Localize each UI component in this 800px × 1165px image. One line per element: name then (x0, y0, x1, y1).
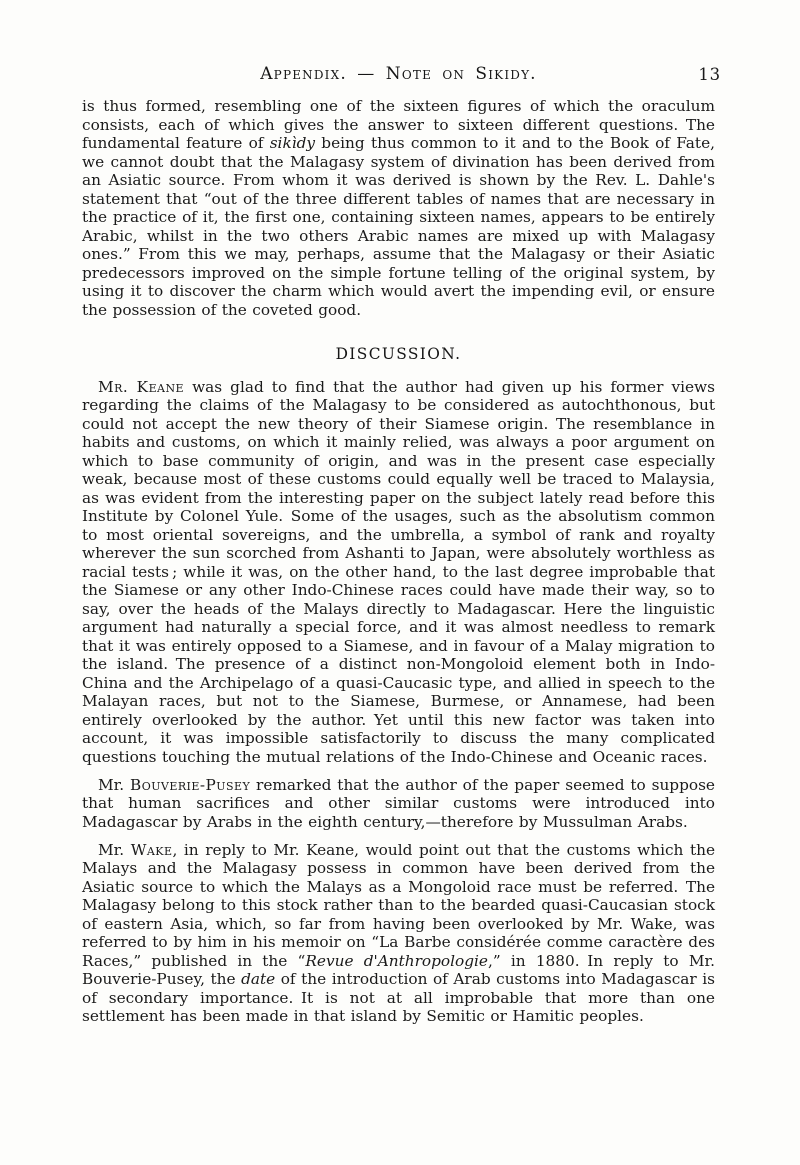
text-segment: ,” in 1880. In reply to Mr. Bouverie-Pusey, the (82, 951, 715, 988)
text-segment: of the introduction of Arab customs into Madagascar is of secondary importance. It is not at all improbable that more than one settlement has been made in that island by Semitic or Hamitic peoples. (82, 970, 716, 1025)
text-segment: Mr. (98, 775, 131, 794)
page-number: 13 (698, 65, 721, 84)
page-header-title: Appendix. — Note on Sikidy. (260, 64, 537, 84)
text-segment-smallcaps: Mr. Keane (98, 377, 185, 396)
text-segment-smallcaps: Wake (130, 840, 173, 859)
text-segment: remarked that the author of the paper seemed to suppose that human sacrifices and other similar customs were introduced into Madagascar by Arabs in the eighth century,—therefore by Mussulman Arabs. (82, 775, 715, 831)
running-header (82, 64, 721, 88)
paragraph (82, 97, 715, 319)
paragraph (82, 841, 715, 1026)
text-segment: Mr. (98, 840, 131, 859)
text-segment-italic: Revue d'Anthropologie (305, 951, 488, 970)
text-segment-italic: sikìdy (269, 134, 316, 152)
text-segment: is thus formed, resembling one of the sixteen figures of which the oraculum consists, each of which gives the answer to sixteen different questions. The fundamental feature of (82, 97, 715, 152)
paragraph (82, 378, 715, 767)
text-segment-smallcaps: Bouverie-Pusey (130, 775, 251, 794)
section-heading: DISCUSSION. (335, 345, 462, 363)
text-segment-italic: date (241, 970, 276, 988)
text-segment: was glad to find that the author had given up his former views regarding the claims of the Malagasy to be considered as autochthonous, but could not accept the new theory of their Siamese origin. The resemblance in habits and customs, on which it mainly relied, was always a poor argument on which to base community of origin, and was in the present case especially weak, because most of these customs could equally well be traced to Malaysia, as was evident from the interesting paper on the subject lately read before this Institute by Colonel Yule. Some of the usages, such as the absolutism common to most oriental sovereigns, and the umbrella, a symbol of rank and royalty wherever the sun scorched from Ashanti to Japan, were absolutely worthless as racial tests ; while it was, on the other hand, to the last degree improbable that the Siamese or any other Indo-Chinese races could have made their way, so to say, over the heads of the Malays directly to Madagascar. Here the linguistic argument had naturally a special force, and it was almost needless to remark that it was entirely opposed to a Siamese, and in favour of a Malay migration to the island. The presence of a distinct non-Mongoloid element both in Indo-China and the Archipelago of a quasi-Caucasic type, and allied in speech to the Malayan races, but not to the Siamese, Burmese, or Annamese, had been entirely overlooked by the author. Yet until this new factor was taken into account, it was impossible satisfactorily to discuss the many complicated questions touching the mutual relations of the Indo-Chinese and Oceanic races. (82, 377, 715, 766)
text-segment: being thus common to it and to the Book of Fate, we cannot doubt that the Malagasy system of divination has been derived from an Asiatic source. From whom it was derived is shown by the Rev. L. Dahle's statement that “out of the three different tables of names that are necessary in the practice of it, the first one, containing sixteen names, appears to be entirely Arabic, whilst in the two others Arabic names are mixed up with Malagasy ones.” From this we may, perhaps, assume that the Malagasy or their Asiatic predecessors improved on the simple fortune telling of the original system, by using it to discover the charm which would avert the impending evil, or ensure the possession of the coveted good. (82, 134, 715, 319)
paragraph (82, 776, 715, 832)
text-segment: , in reply to Mr. Keane, would point out that the customs which the Malays and the Malagasy possess in common have been derived from the Asiatic source to which the Malays as a Mongoloid race must be referred. The Malagasy belong to this stock rather than to the bearded quasi-Caucasian stock of eastern Asia, which, so far from having been overlooked by Mr. Wake, was referred to by him in his memoir on “La Barbe considérée comme caractère des Races,” published in the “ (82, 840, 715, 970)
page-body (82, 97, 715, 1035)
